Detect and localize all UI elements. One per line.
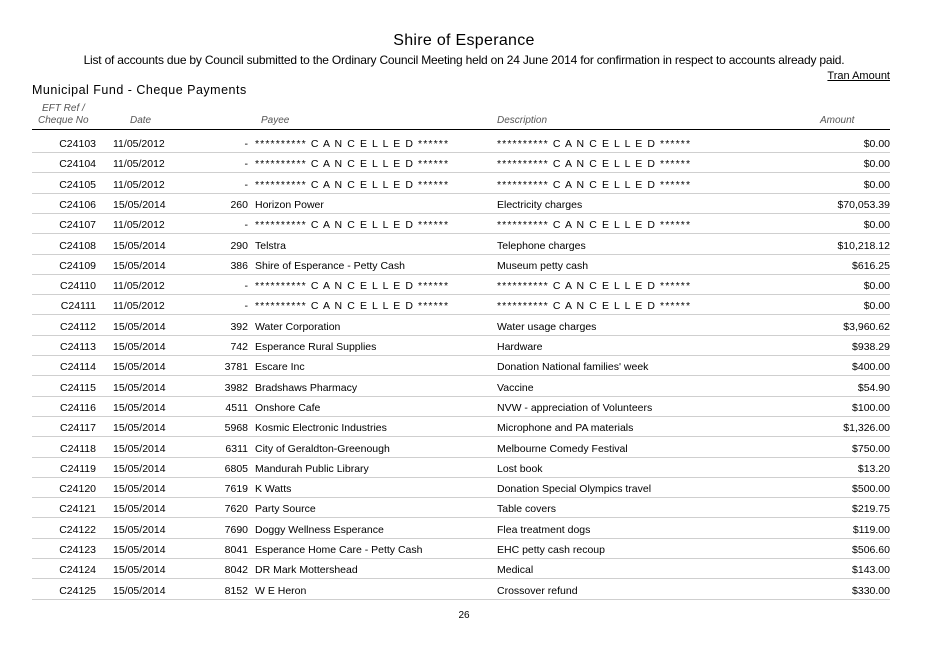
table-row: [0, 397, 928, 417]
description-cell: ********** C A N C E L L E D ******: [497, 280, 692, 293]
payee-cell: ********** C A N C E L L E D ******: [255, 138, 450, 150]
payee-code-cell: 8041: [224, 544, 248, 556]
table-row: [0, 214, 928, 234]
description-cell: Water usage charges: [497, 320, 597, 333]
date-cell: 11/05/2012: [113, 138, 165, 150]
payee-code-cell: -: [244, 300, 248, 313]
payee-cell: K Watts: [255, 483, 292, 496]
table-row: [0, 458, 928, 478]
table-row: [0, 153, 928, 173]
column-header-description: Description: [497, 115, 548, 126]
table-row: [0, 580, 928, 600]
payee-code-cell: 6311: [225, 442, 248, 455]
payee-code-cell: 7690: [224, 523, 248, 536]
date-cell: 15/05/2014: [113, 564, 166, 577]
description-cell: Lost book: [497, 462, 543, 475]
cheque-no-cell: C24115: [59, 381, 96, 394]
description-cell: Table covers: [497, 503, 556, 516]
description-cell: Donation Special Olympics travel: [497, 483, 652, 496]
payee-cell: ********** C A N C E L L E D ******: [255, 300, 450, 313]
table-row: [0, 519, 928, 539]
table-row: [0, 255, 928, 275]
description-cell: Vaccine: [497, 381, 534, 394]
date-cell: 15/05/2014: [113, 320, 166, 333]
amount-cell: $0.00: [863, 138, 890, 150]
description-cell: EHC petty cash recoup: [497, 544, 605, 556]
payee-cell: Telstra: [255, 239, 286, 252]
payee-code-cell: 7620: [224, 503, 248, 516]
payee-cell: Shire of Esperance - Petty Cash: [255, 259, 405, 272]
description-cell: Microphone and PA materials: [497, 422, 634, 435]
payee-cell: Water Corporation: [255, 320, 341, 333]
table-row: [0, 336, 928, 356]
description-cell: Electricity charges: [497, 198, 583, 211]
payee-cell: Esperance Rural Supplies: [255, 341, 377, 353]
page-subtitle: List of accounts due by Council submitted to the Ordinary Council Meeting held on 24 June 2014 for confirmation in respect to accounts already paid.: [83, 53, 845, 67]
date-cell: 15/05/2014: [113, 341, 166, 353]
description-cell: NVW - appreciation of Volunteers: [497, 401, 653, 414]
payee-cell: Doggy Wellness Esperance: [255, 523, 384, 536]
column-header-eft-ref: EFT Ref /: [42, 103, 85, 114]
payee-code-cell: 8152: [224, 584, 248, 597]
cheque-no-cell: C24118: [59, 442, 96, 455]
column-header-payee: Payee: [261, 115, 290, 126]
date-cell: 15/05/2014: [113, 523, 166, 536]
amount-cell: $0.00: [863, 219, 890, 232]
table-row: [0, 133, 928, 153]
table-row: [0, 194, 928, 214]
payee-code-cell: 5968: [224, 422, 248, 435]
payee-cell: Party Source: [255, 503, 316, 516]
cheque-no-cell: C24103: [59, 138, 96, 150]
amount-cell: $70,053.39: [837, 198, 890, 211]
payee-code-cell: -: [244, 280, 248, 293]
amount-cell: $0.00: [863, 300, 890, 313]
page-title: Shire of Esperance: [393, 32, 535, 49]
date-cell: 15/05/2014: [113, 422, 166, 435]
cheque-no-cell: C24105: [59, 178, 96, 191]
payee-cell: Mandurah Public Library: [255, 462, 369, 475]
date-cell: 15/05/2014: [113, 381, 166, 394]
date-cell: 15/05/2014: [113, 503, 166, 516]
payee-cell: ********** C A N C E L L E D ******: [255, 178, 450, 191]
description-cell: Telephone charges: [497, 239, 586, 252]
cheque-no-cell: C24117: [59, 422, 96, 435]
description-cell: Museum petty cash: [497, 259, 589, 272]
cheque-no-cell: C24110: [59, 280, 96, 293]
amount-cell: $13.20: [857, 462, 890, 475]
payee-cell: City of Geraldton-Greenough: [255, 442, 390, 455]
cheque-no-cell: C24107: [59, 219, 96, 232]
amount-cell: $506.60: [852, 544, 890, 556]
row-divider: [32, 599, 890, 600]
payee-code-cell: -: [244, 158, 248, 171]
amount-cell: $616.25: [852, 259, 890, 272]
date-cell: 11/05/2012: [113, 300, 165, 313]
page-number: 26: [458, 610, 470, 621]
fund-heading: Municipal Fund - Cheque Payments: [32, 83, 247, 97]
amount-cell: $119.00: [852, 523, 890, 536]
payee-cell: Onshore Cafe: [255, 401, 321, 414]
column-header-amount: Amount: [820, 115, 855, 126]
cheque-no-cell: C24122: [59, 523, 96, 536]
table-row: [0, 417, 928, 437]
table-row: [0, 174, 928, 194]
table-row: [0, 275, 928, 295]
payee-code-cell: 8042: [224, 564, 248, 577]
cheque-no-cell: C24116: [59, 401, 96, 414]
date-cell: 11/05/2012: [113, 280, 165, 293]
date-cell: 15/05/2014: [113, 401, 166, 414]
amount-cell: $750.00: [852, 442, 890, 455]
date-cell: 15/05/2014: [113, 259, 166, 272]
payee-code-cell: 6805: [224, 462, 248, 475]
payee-code-cell: 742: [230, 341, 248, 353]
amount-cell: $0.00: [863, 280, 890, 293]
amount-cell: $0.00: [863, 158, 890, 171]
amount-cell: $330.00: [852, 584, 890, 597]
amount-cell: $1,326.00: [843, 422, 890, 435]
table-row: [0, 377, 928, 397]
column-header-cheque-no: Cheque No: [38, 115, 89, 126]
date-cell: 15/05/2014: [113, 442, 166, 455]
payee-cell: ********** C A N C E L L E D ******: [255, 158, 450, 171]
description-cell: Donation National families' week: [497, 361, 649, 374]
date-cell: 11/05/2012: [113, 158, 165, 171]
payee-cell: DR Mark Mottershead: [255, 564, 358, 577]
payee-cell: Esperance Home Care - Petty Cash: [255, 544, 423, 556]
amount-cell: $54.90: [857, 381, 890, 394]
payee-code-cell: -: [244, 178, 248, 191]
table-row: [0, 356, 928, 376]
cheque-no-cell: C24108: [59, 239, 96, 252]
description-cell: Melbourne Comedy Festival: [497, 442, 628, 455]
cheque-no-cell: C24120: [59, 483, 96, 496]
amount-cell: $938.29: [852, 341, 890, 353]
description-cell: Medical: [497, 564, 534, 577]
amount-cell: $400.00: [852, 361, 890, 374]
date-cell: 15/05/2014: [113, 544, 166, 556]
amount-cell: $10,218.12: [837, 239, 890, 252]
payee-code-cell: 4511: [225, 401, 248, 414]
description-cell: ********** C A N C E L L E D ******: [497, 300, 692, 313]
table-row: [0, 235, 928, 255]
table-row: [0, 295, 928, 315]
payee-code-cell: -: [244, 219, 248, 232]
cheque-no-cell: C24109: [59, 259, 96, 272]
cheque-no-cell: C24104: [59, 158, 96, 171]
table-row: [0, 316, 928, 336]
payee-cell: Bradshaws Pharmacy: [255, 381, 358, 394]
payee-code-cell: 7619: [224, 483, 248, 496]
table-row: [0, 559, 928, 579]
description-cell: Crossover refund: [497, 584, 578, 597]
payee-cell: ********** C A N C E L L E D ******: [255, 219, 450, 232]
cheque-no-cell: C24114: [59, 361, 96, 374]
amount-cell: $0.00: [863, 178, 890, 191]
description-cell: ********** C A N C E L L E D ******: [497, 138, 692, 150]
date-cell: 11/05/2012: [113, 219, 165, 232]
description-cell: ********** C A N C E L L E D ******: [497, 178, 692, 191]
payee-cell: W E Heron: [255, 584, 307, 597]
date-cell: 15/05/2014: [113, 584, 166, 597]
cheque-no-cell: C24111: [60, 300, 96, 313]
table-row: [0, 478, 928, 498]
amount-cell: $3,960.62: [843, 320, 890, 333]
date-cell: 15/05/2014: [113, 462, 166, 475]
tran-amount-label: Tran Amount: [827, 70, 890, 82]
payee-code-cell: 260: [230, 198, 248, 211]
amount-cell: $219.75: [852, 503, 890, 516]
payee-cell: ********** C A N C E L L E D ******: [255, 280, 450, 293]
cheque-no-cell: C24124: [59, 564, 96, 577]
payee-code-cell: 290: [230, 239, 248, 252]
date-cell: 15/05/2014: [113, 239, 166, 252]
cheque-no-cell: C24113: [59, 341, 96, 353]
description-cell: Hardware: [497, 341, 543, 353]
cheque-no-cell: C24119: [59, 462, 96, 475]
date-cell: 11/05/2012: [113, 178, 165, 191]
cheque-no-cell: C24106: [59, 198, 96, 211]
table-row: [0, 498, 928, 518]
amount-cell: $500.00: [852, 483, 890, 496]
table-row: [0, 438, 928, 458]
amount-cell: $143.00: [852, 564, 890, 577]
column-header-date: Date: [130, 115, 152, 126]
payee-cell: Horizon Power: [255, 198, 324, 211]
cheque-no-cell: C24112: [59, 320, 96, 333]
payee-code-cell: 392: [230, 320, 248, 333]
cheque-no-cell: C24121: [59, 503, 96, 516]
header-divider: [32, 129, 890, 130]
cheque-no-cell: C24123: [59, 544, 96, 556]
cheque-no-cell: C24125: [59, 584, 96, 597]
payee-code-cell: 386: [230, 259, 248, 272]
date-cell: 15/05/2014: [113, 483, 166, 496]
description-cell: ********** C A N C E L L E D ******: [497, 158, 692, 171]
payee-code-cell: -: [244, 138, 248, 150]
payee-code-cell: 3982: [224, 381, 248, 394]
date-cell: 15/05/2014: [113, 198, 166, 211]
amount-cell: $100.00: [852, 401, 890, 414]
description-cell: Flea treatment dogs: [497, 523, 591, 536]
date-cell: 15/05/2014: [113, 361, 166, 374]
description-cell: ********** C A N C E L L E D ******: [497, 219, 692, 232]
table-row: [0, 539, 928, 559]
payee-cell: Kosmic Electronic Industries: [255, 422, 387, 435]
payee-cell: Escare Inc: [255, 361, 305, 374]
payee-code-cell: 3781: [224, 361, 248, 374]
